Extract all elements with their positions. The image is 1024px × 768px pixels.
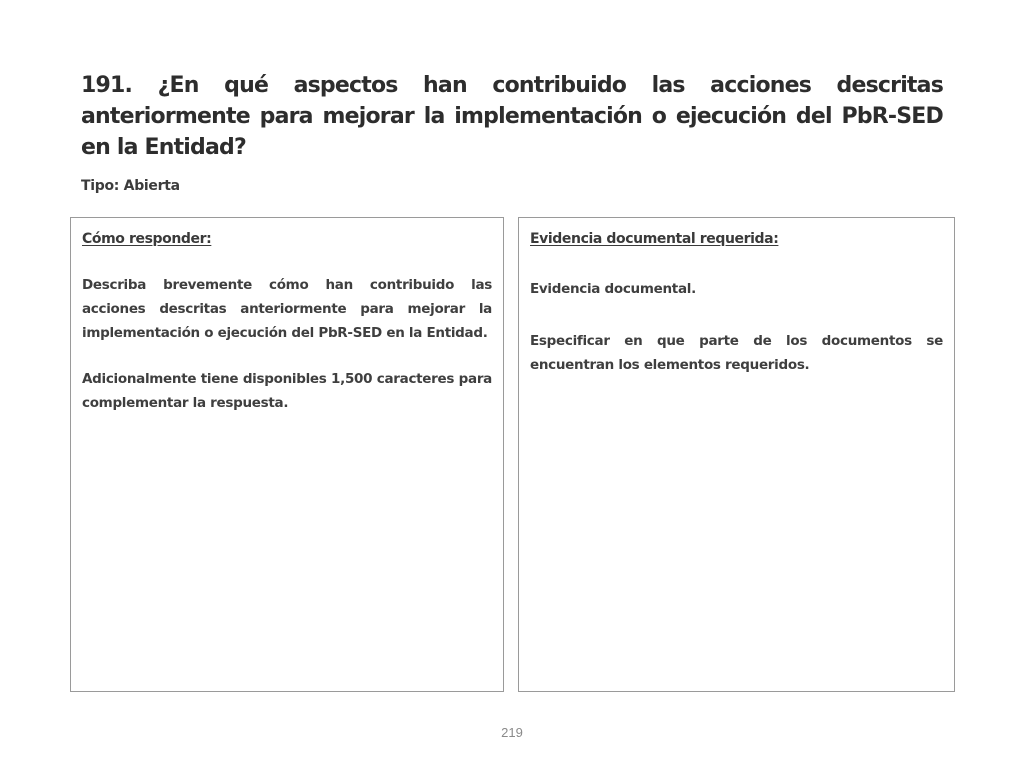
- how-to-answer-instructions: Describa brevemente cómo han contribuido las acciones descritas anteriormente para mejorar la implementación o ejecución del PbR-SED en la Entidad.: [82, 277, 492, 341]
- how-to-answer-heading: Cómo responder:: [82, 231, 212, 247]
- required-evidence-text: Evidencia documental.: [530, 281, 696, 297]
- page-number: 219: [501, 725, 523, 740]
- required-evidence-panel: [518, 217, 955, 692]
- required-evidence-heading: Evidencia documental requerida:: [530, 231, 779, 247]
- how-to-answer-panel: [70, 217, 504, 692]
- question-title: 191. ¿En qué aspectos han contribuido las acciones descritas anteriormente para mejorar la implementación o ejecución del PbR-SED en la Entidad?: [81, 73, 943, 160]
- question-type: Tipo: Abierta: [81, 178, 180, 194]
- how-to-answer-character-limit: Adicionalmente tiene disponibles 1,500 caracteres para complementar la respuesta.: [82, 371, 492, 411]
- required-evidence-location-note: Especificar en que parte de los documentos se encuentran los elementos requeridos.: [530, 333, 943, 373]
